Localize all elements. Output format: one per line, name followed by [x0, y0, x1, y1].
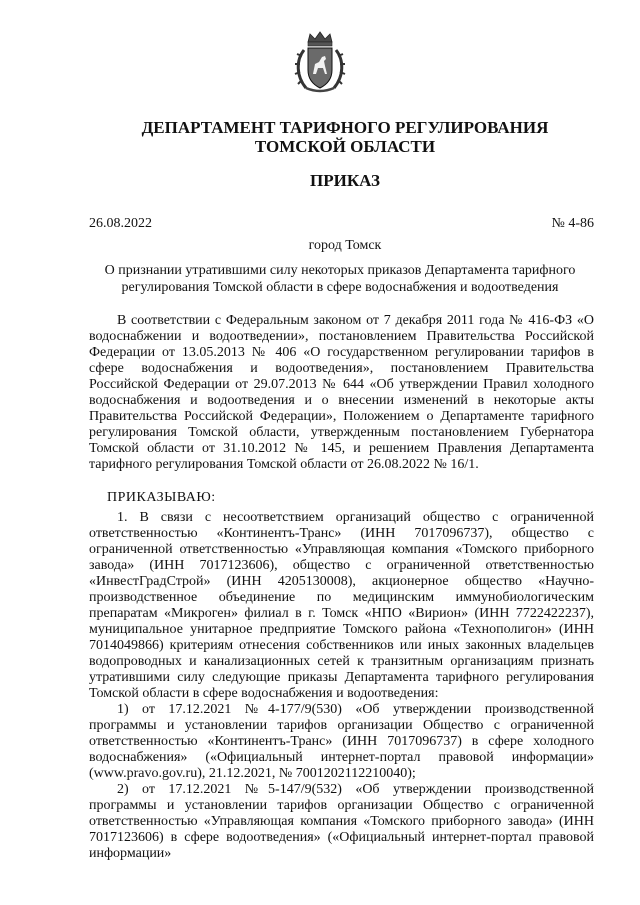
department-title — [0, 118, 640, 156]
document-city: город Томск — [308, 238, 382, 253]
coat-of-arms-icon — [294, 30, 346, 96]
order-word: ПРИКАЗЫВАЮ: — [107, 490, 216, 505]
document-type: ПРИКАЗ — [310, 171, 380, 190]
department-title-line1: ДЕПАРТАМЕНТ ТАРИФНОГО РЕГУЛИРОВАНИЯ — [141, 118, 549, 137]
clause-1-item-1: 1) от 17.12.2021 №4-177/9(530) «Об утверждении производственной программы и установлении тарифов организации Общество с ограниченной ответственностью «Континентъ-Транс» (ИНН 7017096737) в сфере холодного водоснабжения» («Официальный интернет-портал правовой информации» (www.pravo.gov.ru), 21.12.2021, № 7001202112210040); — [89, 702, 594, 781]
document-date: 26.08.2022 — [89, 216, 152, 231]
clause-1: 1. В связи с несоответствием организаций общество с ограниченной ответственностью «Континентъ-Транс» (ИНН 7017096737), общество с ограниченной ответственностью «Управляющая компания «Томского приборного завода» (ИНН 7017123606), общество с ограниченной ответственностью «ИнвестГрадСтрой» (ИНН 4205130008), акционерное общество «Научно-производственное объединение по медицинским иммунобиологическим препаратам «Микроген» филиал в г. Томск «НПО «Вирион» (ИНН 7722422237), муниципальное унитарное предприятие Томского района «Технополигон» (ИНН 7014049866) критериям отнесения собственников или иных законных владельцев водопроводных и канализационных сетей к транзитным организациям признать утратившими силу следующие приказы Департамента тарифного регулирования Томской области в сфере водоснабжения и водоотведения: — [89, 510, 594, 701]
preamble-paragraph: В соответствии с Федеральным законом от 7 декабря 2011 года № 416-ФЗ «О водоснабжении и водоотведении», постановлением Правительства Российской Федерации от 13.05.2013 № 406 «О государственном регулировании тарифов в сфере водоснабжения и водоотведения», постановлением Правительства Российской Федерации от 29.07.2013 № 644 «Об утверждении Правил холодного водоснабжения и водоотведения и о внесении изменений в некоторые акты Правительства Российской Федерации», Положением о Департаменте тарифного регулирования Томской области, утвержденным постановлением Губернатора Томской области от 31.10.2012 № 145, и решением Правления Департамента тарифного регулирования Томской области от 26.08.2022 № 16/1. — [89, 313, 594, 472]
document-number: № 4-86 — [551, 216, 594, 231]
clauses-block — [89, 510, 594, 862]
department-title-line2: ТОМСКОЙ ОБЛАСТИ — [254, 137, 436, 156]
document-subject: О признании утратившими силу некоторых приказов Департамента тарифного регулирования Томской области в сфере водоснабжения и водоотведения — [104, 263, 576, 295]
clause-1-item-2: 2) от 17.12.2021 №5-147/9(532) «Об утверждении производственной программы и установлении тарифов организации Общество с ограниченной ответственностью «Управляющая компания «Томского приборного завода» (ИНН 7017123606) в сфере водоотведения» («Официальный интернет-портал правовой информации» — [89, 782, 594, 861]
